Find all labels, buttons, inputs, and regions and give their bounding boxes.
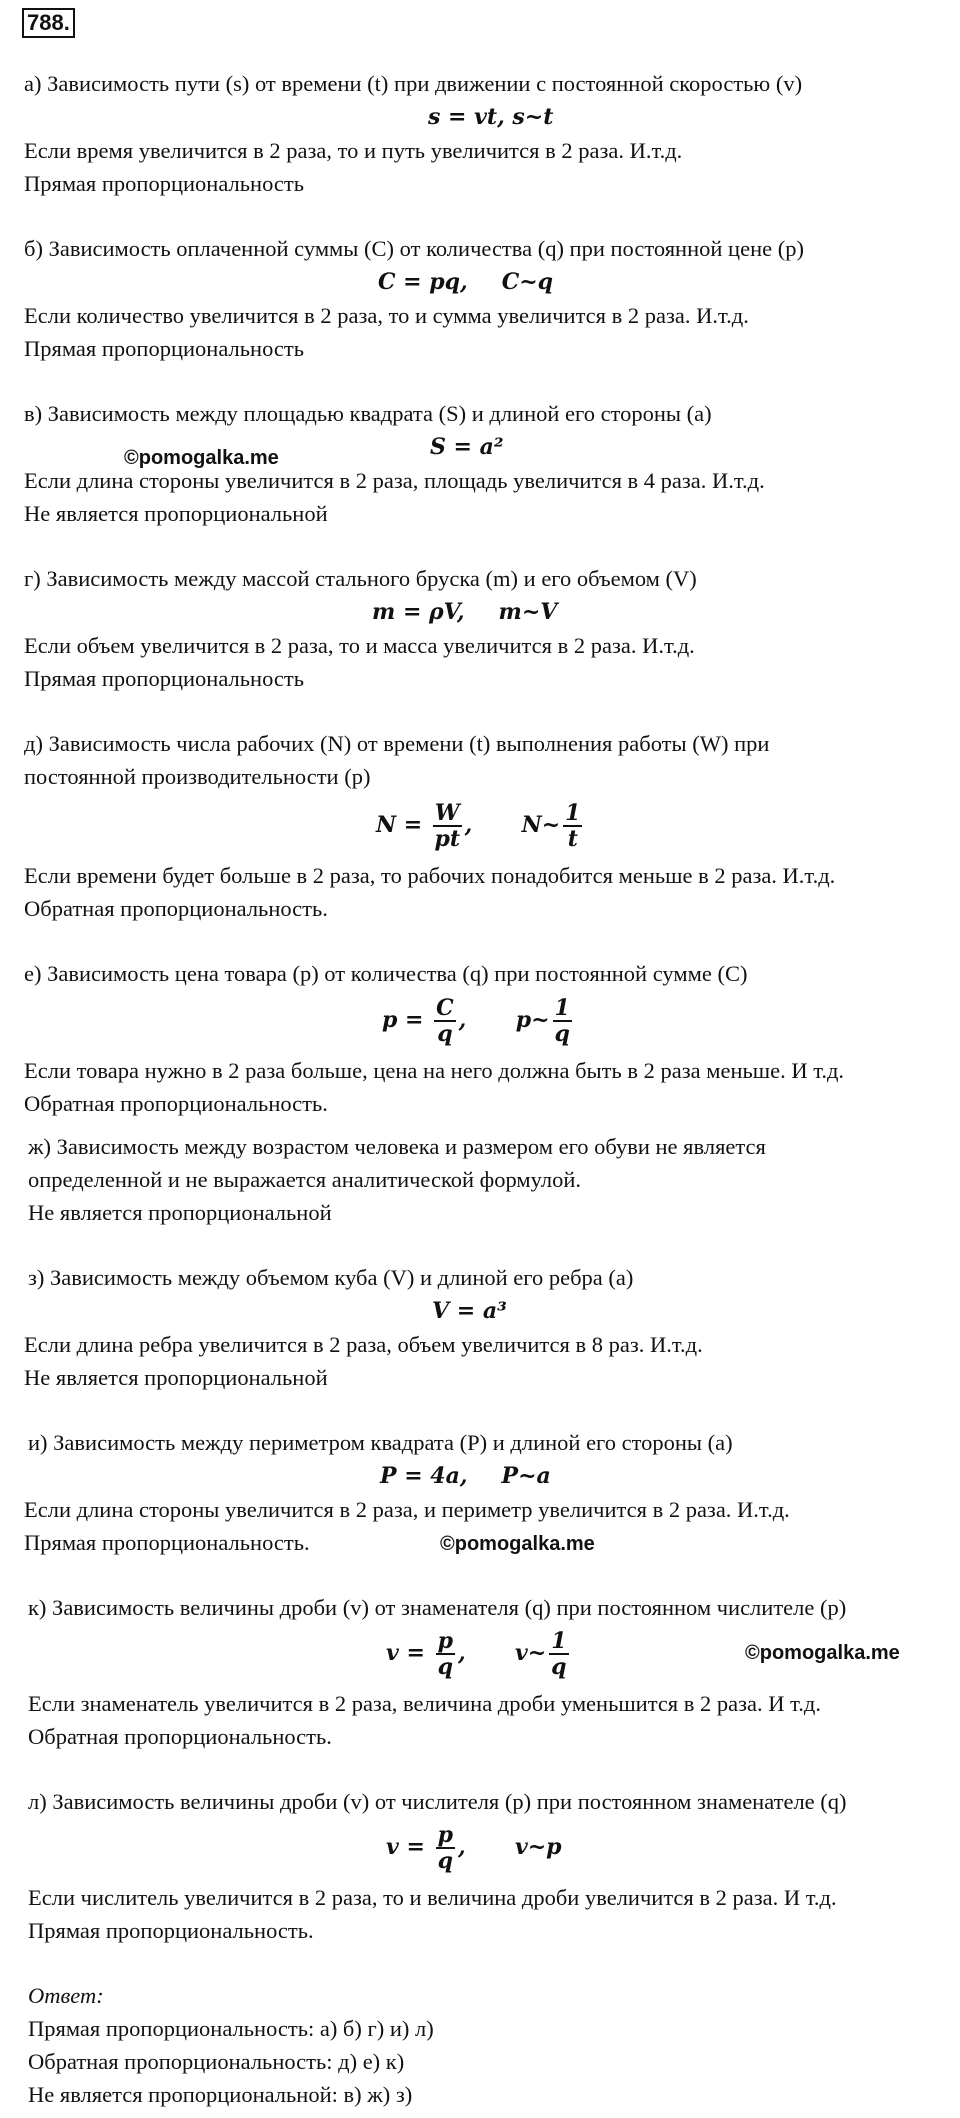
section-b-title: б) Зависимость оплаченной суммы (C) от количества (q) при постоянной цене (p): [24, 236, 804, 261]
section-zh-line-1: Не является пропорциональной: [28, 1200, 332, 1225]
section-a-line-2: Прямая пропорциональность: [24, 171, 304, 196]
section-a-title: а) Зависимость пути (s) от времени (t) при движении с постоянной скоростью (v): [24, 71, 803, 96]
section-b-formula: C = pq, C~q: [378, 269, 554, 295]
section-e-line-1: Если товара нужно в 2 раза больше, цена на него должна быть в 2 раза меньше. И т.д.: [24, 1058, 845, 1083]
section-zh-title-2: определенной и не выражается аналитической формулой.: [28, 1167, 582, 1192]
watermark: ©pomogalka.me: [745, 1642, 900, 1664]
section-l-line-1: Если числитель увеличится в 2 раза, то и величина дроби увеличится в 2 раза. И т.д.: [28, 1885, 837, 1910]
section-i-title: и) Зависимость между периметром квадрата (P) и длиной его стороны (a): [28, 1430, 733, 1455]
answer-line-2: Обратная пропорциональность: д) е) к): [28, 2049, 405, 2074]
answer-line-3: Не является пропорциональной: в) ж) з): [28, 2082, 413, 2107]
section-l-formula: v = $\frac{p}{q}$ , v~p: [386, 1822, 562, 1874]
section-a-formula: s = vt, s~t: [428, 104, 554, 130]
section-g-line-1: Если объем увеличится в 2 раза, то и масса увеличится в 2 раза. И.т.д.: [24, 633, 695, 658]
section-g-title: г) Зависимость между массой стального бруска (m) и его объемом (V): [24, 566, 697, 591]
section-k-title: к) Зависимость величины дроби (v) от знаменателя (q) при постоянном числителе (p): [28, 1595, 847, 1620]
section-k-line-2: Обратная пропорциональность.: [28, 1724, 332, 1749]
section-z-title: з) Зависимость между объемом куба (V) и длиной его ребра (a): [28, 1265, 634, 1290]
problem-number: 788.: [22, 8, 75, 38]
answer-line-1: Прямая пропорциональность: а) б) г) и) л): [28, 2016, 434, 2041]
section-i-formula: P = 4a, P~a: [380, 1463, 551, 1489]
answer-heading: Ответ:: [28, 1983, 104, 2008]
section-d-formula: N = $\frac{W}{pt}$ , N~ $\frac{1}{t}$: [376, 800, 581, 852]
section-z-line-2: Не является пропорциональной: [24, 1365, 328, 1390]
watermark: ©pomogalka.me: [124, 447, 279, 469]
section-v-title: в) Зависимость между площадью квадрата (S) и длиной его стороны (a): [24, 401, 712, 426]
section-v-line-1: Если длина стороны увеличится в 2 раза, площадь увеличится в 4 раза. И.т.д.: [24, 468, 765, 493]
section-v-formula: S = a²: [430, 434, 504, 460]
section-d-title-2: постоянной производительности (p): [24, 764, 371, 789]
section-l-title: л) Зависимость величины дроби (v) от числителя (p) при постоянном знаменателе (q): [28, 1789, 847, 1814]
section-d-line-2: Обратная пропорциональность.: [24, 896, 328, 921]
section-g-line-2: Прямая пропорциональность: [24, 666, 304, 691]
section-d-title: д) Зависимость числа рабочих (N) от времени (t) выполнения работы (W) при: [24, 731, 770, 756]
section-z-line-1: Если длина ребра увеличится в 2 раза, объем увеличится в 8 раз. И.т.д.: [24, 1332, 703, 1357]
section-z-formula: V = a³: [432, 1298, 507, 1324]
section-i-line-2: Прямая пропорциональность.: [24, 1530, 310, 1555]
section-k-formula: v = $\frac{p}{q}$ , v~ $\frac{1}{q}$: [386, 1628, 567, 1680]
section-k-line-1: Если знаменатель увеличится в 2 раза, величина дроби уменьшится в 2 раза. И т.д.: [28, 1691, 821, 1716]
section-d-line-1: Если времени будет больше в 2 раза, то рабочих понадобится меньше в 2 раза. И.т.д.: [24, 863, 836, 888]
section-a-line-1: Если время увеличится в 2 раза, то и путь увеличится в 2 раза. И.т.д.: [24, 138, 683, 163]
section-l-line-2: Прямая пропорциональность.: [28, 1918, 314, 1943]
section-b-line-1: Если количество увеличится в 2 раза, то и сумма увеличится в 2 раза. И.т.д.: [24, 303, 749, 328]
section-g-formula: m = ρV, m~V: [372, 599, 558, 625]
section-b-line-2: Прямая пропорциональность: [24, 336, 304, 361]
section-e-formula: p = $\frac{C}{q}$ , p~ $\frac{1}{q}$: [382, 995, 570, 1047]
section-zh-title: ж) Зависимость между возрастом человека и размером его обуви не является: [28, 1134, 766, 1159]
section-i-line-1: Если длина стороны увеличится в 2 раза, и периметр увеличится в 2 раза. И.т.д.: [24, 1497, 790, 1522]
section-e-title: е) Зависимость цена товара (p) от количества (q) при постоянной сумме (C): [24, 961, 748, 986]
section-e-line-2: Обратная пропорциональность.: [24, 1091, 328, 1116]
section-v-line-2: Не является пропорциональной: [24, 501, 328, 526]
watermark: ©pomogalka.me: [440, 1533, 595, 1555]
